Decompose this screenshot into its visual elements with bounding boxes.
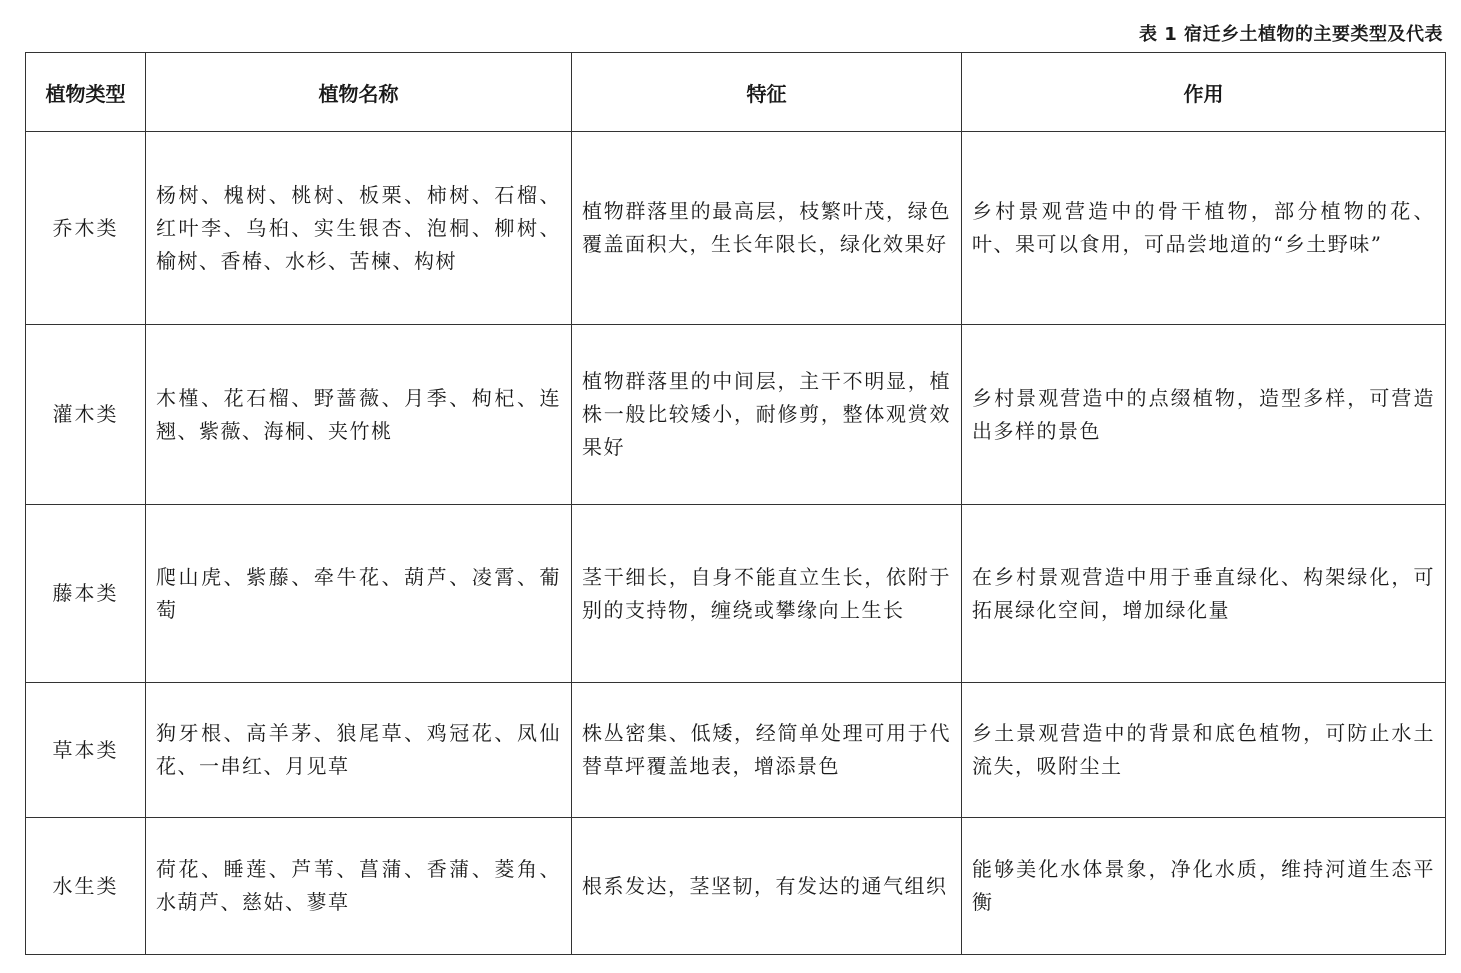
cell-type: 藤本类 [26,505,146,683]
cell-type: 水生类 [26,818,146,955]
cell-type: 乔木类 [26,132,146,325]
cell-names: 木槿、花石榴、野蔷薇、月季、枸杞、连翘、紫薇、海桐、夹竹桃 [146,325,572,505]
cell-use: 能够美化水体景象，净化水质，维持河道生态平衡 [962,818,1446,955]
header-use: 作用 [962,53,1446,132]
cell-names: 荷花、睡莲、芦苇、菖蒲、香蒲、菱角、水葫芦、慈姑、蓼草 [146,818,572,955]
table-row [26,132,1446,325]
cell-use: 在乡村景观营造中用于垂直绿化、构架绿化，可拓展绿化空间，增加绿化量 [962,505,1446,683]
cell-names: 杨树、槐树、桃树、板栗、柿树、石榴、红叶李、乌桕、实生银杏、泡桐、柳树、榆树、香椿、水杉、苦楝、构树 [146,132,572,325]
table-row [26,683,1446,818]
header-feature: 特征 [572,53,962,132]
cell-use: 乡村景观营造中的点缀植物，造型多样，可营造出多样的景色 [962,325,1446,505]
cell-names: 爬山虎、紫藤、牵牛花、葫芦、凌霄、葡萄 [146,505,572,683]
plant-types-table [25,52,1446,955]
table-row [26,325,1446,505]
cell-type: 草本类 [26,683,146,818]
table-header-row [26,53,1446,132]
table-caption: 表 1 宿迁乡土植物的主要类型及代表 [1138,24,1443,45]
cell-type: 灌木类 [26,325,146,505]
cell-names: 狗牙根、高羊茅、狼尾草、鸡冠花、凤仙花、一串红、月见草 [146,683,572,818]
header-plant-type: 植物类型 [26,53,146,132]
cell-feature: 株丛密集、低矮，经简单处理可用于代替草坪覆盖地表，增添景色 [572,683,962,818]
cell-feature: 植物群落里的中间层，主干不明显，植株一般比较矮小，耐修剪，整体观赏效果好 [572,325,962,505]
cell-use: 乡土景观营造中的背景和底色植物，可防止水土流失，吸附尘土 [962,683,1446,818]
cell-feature: 植物群落里的最高层，枝繁叶茂，绿色覆盖面积大，生长年限长，绿化效果好 [572,132,962,325]
cell-feature: 根系发达，茎坚韧，有发达的通气组织 [572,818,962,955]
header-plant-name: 植物名称 [146,53,572,132]
table-row [26,818,1446,955]
table-row [26,505,1446,683]
cell-use: 乡村景观营造中的骨干植物，部分植物的花、叶、果可以食用，可品尝地道的“乡土野味” [962,132,1446,325]
cell-feature: 茎干细长，自身不能直立生长，依附于别的支持物，缠绕或攀缘向上生长 [572,505,962,683]
